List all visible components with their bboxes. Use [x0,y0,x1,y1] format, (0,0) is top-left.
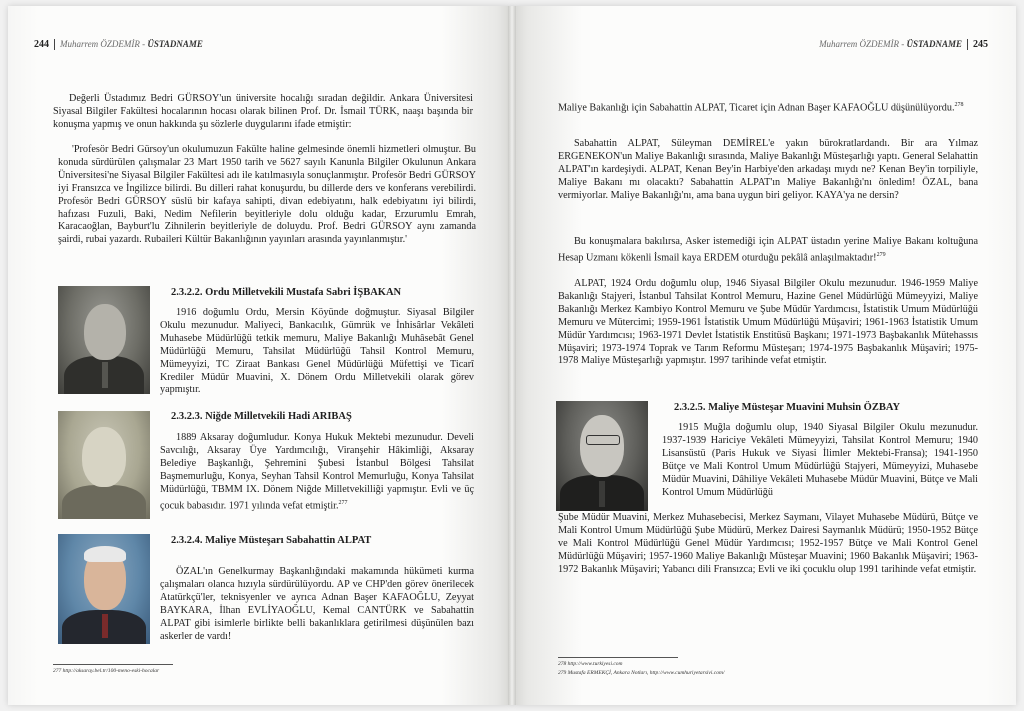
section-title: 2.3.2.3. Niğde Milletvekili Hadi ARIBAŞ [171,411,352,422]
footnote-rule [558,657,678,658]
footnote: 277 http://aksaray.bel.tr/100-meno-eski-hocalar [53,668,160,674]
paragraph: ALPAT, 1924 Ordu doğumlu olup, 1946 Siyasal Bilgiler Okulu mezunudur. 1946-1959 Maliye Bakanlığı Stajyeri, İstanbul Tahsilat Kontrol Memuru, Hazine Genel Müdürlüğü Mümeyyizi, Maliye Bakanlığı Merkez Kambiyo Kontrol Memuru ve Şube Müdür Yardımcısı, İstatistik Umum Müdürlüğü Memuru ve Mütercimi; 1959-1961 İstatistik Umum Müdürlüğü Müşaviri; 1961-1963 İstatistik Umum Müdür Yardımcısı; 1963-1971 Devlet İstatistik Enstitüsü Başkanı; 1971-1973 Başbakanlık Mütehassıs Müşaviri; 1973-1974 Toprak ve Tarım Reformu Müsteşarı; 1974-1975 Başbakanlık Müşaviri; 1975-1978 Maliye Müsteşarlığı yapmıştır. 1997 tarihinde vefat etmiştir. [558,278,978,367]
paragraph [558,236,978,265]
footnote: 278 http://www.turkiyesi.com [558,661,623,667]
section-title: 2.3.2.5. Maliye Müsteşar Muavini Muhsin ÖZBAY [674,402,901,413]
running-head-left: 244 Muharrem ÖZDEMİR - ÜSTADNAME [34,39,203,50]
running-head-title: ÜSTADNAME [147,39,203,49]
right-page [512,6,1016,705]
intro-paragraph: Değerli Üstadımız Bedri GÜRSOY'un üniversite hocalığı sıradan değildir. Ankara Üniversitesi Siyasal Bilgiler Fakültesi hocalarının hocası olarak bilinen Prof. Dr. İsmail TÜRK, naaşı başında bir konuşma yapmış ve onun hakkında şu sözlerle duygularını ifade etmiştir: [53,93,473,130]
section-body: 1889 Aksaray doğumludur. Konya Hukuk Mektebi mezunudur. Develi Savcılığı, Aksaray Üye Yardımcılığı, Viranşehir Hâkimliği, Aksaray Belediye Başkanlığı, Şehremini Şubesi İstanbul Bölgesi Tahsilat Başmemurluğu, Konya, Seyhan Tahsil Kontrol Memurluğu, Konya Tahsilat Müdürlüğü, TBMM IX. Dönem Niğde Milletvekilliği yapmıştır. Evli ve üç çocuk babasıdır. 1971 yılında vefat etmiştir. [160,432,474,511]
running-head-title: ÜSTADNAME [906,39,962,49]
section-text: ÖZAL'ın Genelkurmay Başkanlığındaki makamında hükümeti kurma çalışmaları olanca hızıyla sürdürülüyordu. AP ve CHP'den görev önerilecek Atatürkçü'ler, teknisyenler ve ayrıca Adnan Başer KAFAOĞLU, Zeyyat BAYKARA, İlhan EVLİYAOĞLU, Kemal CANTÜRK ve Sabahattin ALPAT gibi isimlerle birlikte belli bakanlıklara getirilmesi düşünülen bazı askerler de vardı! [160,566,474,642]
footnote: 279 Mustafa ERMEKÇİ, Ankara Notları, http://www.cumhuriyetarsivi.com/ [558,670,725,676]
paragraph-text: Maliye Bakanlığı için Sabahattin ALPAT, Ticaret için Adnan Başer KAFAOĞLU düşünülüyordu. [558,102,955,114]
page-number: 245 [973,39,988,50]
running-head-author: Muharrem ÖZDEMİR [60,39,140,49]
page-number: 244 [34,39,49,50]
footnote-ref: 279 [876,251,886,258]
paragraph [558,99,978,115]
footnote-ref: 278 [954,102,964,108]
book-spine [508,6,516,705]
running-head-right: Muharrem ÖZDEMİR - ÜSTADNAME 245 [819,39,988,50]
open-book [8,6,1016,705]
section-title: 2.3.2.4. Maliye Müsteşarı Sabahattin ALPAT [171,535,372,546]
footnote-rule [53,664,173,665]
section-text: 1916 doğumlu Ordu, Mersin Köyünde doğmuştur. Siyasal Bilgiler Okulu mezunudur. Maliyeci, Bankacılık, Gümrük ve İnhisârlar Vekâleti Muhasebe Müdürlüğü tetkik memuru, Maliye Bakanlığı Muhâsebât Genel Müdürlüğü Memuru, Tahsilat Müdürlüğü Tahsil Kontrol Memuru, Mümeyyizi, TC Ziraat Bankası Genel Müdürlüğü Müfettişi ve Ticarî Krediler Müdür Muavini, X. Dönem Ordu Milletvekili olarak görev yapmıştır. [160,307,474,396]
section-title: 2.3.2.2. Ordu Milletvekili Mustafa Sabri İŞBAKAN [171,287,402,298]
quote-paragraph: 'Profesör Bedri Gürsoy'un okulumuzun Fakülte haline gelmesinde önemli hizmetleri olmuştur. Bu konuda sürdürülen çalışmalar 23 Mart 1950 tarih ve 5627 sayılı Kanunla Bilgiler Okulunun Ankara Üniversitesi'ne Siyasal Bilgiler Fakültesi adı ile katılmasıyla sonuçlanmıştır. Profesör Bedri GÜRSOY iyi Fransızca ve İngilizce bilirdi. Bu dilleri rahat konuşurdu, bu dillerde ders ve konferans verebilirdi. Profesör Bedri GÜRSOY süslü bir kafaya sahipti, divan edebiyatını, halk edebiyatını iyi bilirdi, hafızası Fuzuli, Baki, Nedim Nefilerin beyitleriyle dolu olduğu kadar, Erzurumlu Emrah, Karacaoğlan, Bayburt'lu Zihnilerin beyitleriyle de doluydu. Prof. Bedri GÜRSOY aynı zamanda şairdi, rubai yazardı. Rubaileri Kültür Bakanlığının yayınları arasında yayınlanmıştır.' [58,144,476,246]
portrait-photo [58,411,150,519]
section-text-continued: Şube Müdür Muavini, Merkez Muhasebecisi, Merkez Saymanı, Vilayet Muhasebe Müdürü, Bütçe ve Mali Kontrol Umum Müdürlüğü Şube Müdürü, Merkez Dairesi Saymanlık Müdürü; 1950-1952 Bütçe ve Mali Kontrol Müdürlüğü Genel Müdür Yardımcısı; 1952-1957 Bütçe ve Mali Kontrol Genel Müdürlüğü Müşaviri; 1957-1960 Maliye Bakanlığı Müsteşar Muavini; 1960 Bakanlık Müşaviri; 1963-1972 Bakanlık Müşaviri; Yabancı dili Fransızca; Evli ve iki çocuklu olup 1991 tarihinde vefat etmiştir. [558,512,978,575]
paragraph-text: Bu konuşmalara bakılırsa, Asker istemediği için ALPAT üstadın yerine Maliye Bakanı koltuğuna Hesap Uzmanı kökenli İsmail kaya ERDEM oturduğu pekâlâ anlaşılmaktadır! [558,236,978,264]
footnote-ref: 277 [338,499,348,506]
section-text: 1915 Muğla doğumlu olup, 1940 Siyasal Bilgiler Okulu mezunudur. 1937-1939 Hariciye Vekâleti Mümeyyizi, Tahsilat Kontrol Memuru; 1940 Lisansüstü (Paris Hukuk ve Siyasi İlimler Mektebi-Fransa); 1941-1950 Bütçe ve Mali Kontrol Umum Müdürlüğü Stajyeri, Mümeyyizi, Muhasebe Müdür Muavini, Dâhiliye Vekâleti Muhasebe Müdür Muavini, Bütçe ve Mali Kontrol Umum Müdürlüğü [662,422,978,498]
paragraph: Sabahattin ALPAT, Süleyman DEMİREL'e yakın bürokratlardandı. Bir ara Yılmaz ERGENEKON'un Maliye Bakanlığı sırasında, Maliye Bakanlığı Müsteşarlığı yaptı. General Selahattin ALPAT'ın kardeşiydi. ALPAT, Kenan Bey'in Harbiye'den arkadaşı mıydı ne? Kenan Bey'in torpiliyle, Maliye Bakanı mı olacaktı? Sabahattin ALPAT'ın Maliye Bakanlığı'nı önledim! ÖZAL, bana vermiyorlar. Maliye Bakanlığı'nı, ama bana uygun biri geliyor. KAYA'ya ne dersin? [558,138,978,201]
portrait-photo [58,286,150,394]
section-text [160,432,474,513]
running-head-author: Muharrem ÖZDEMİR [819,39,899,49]
portrait-photo [556,401,648,511]
left-page [8,6,512,705]
portrait-photo [58,534,150,644]
